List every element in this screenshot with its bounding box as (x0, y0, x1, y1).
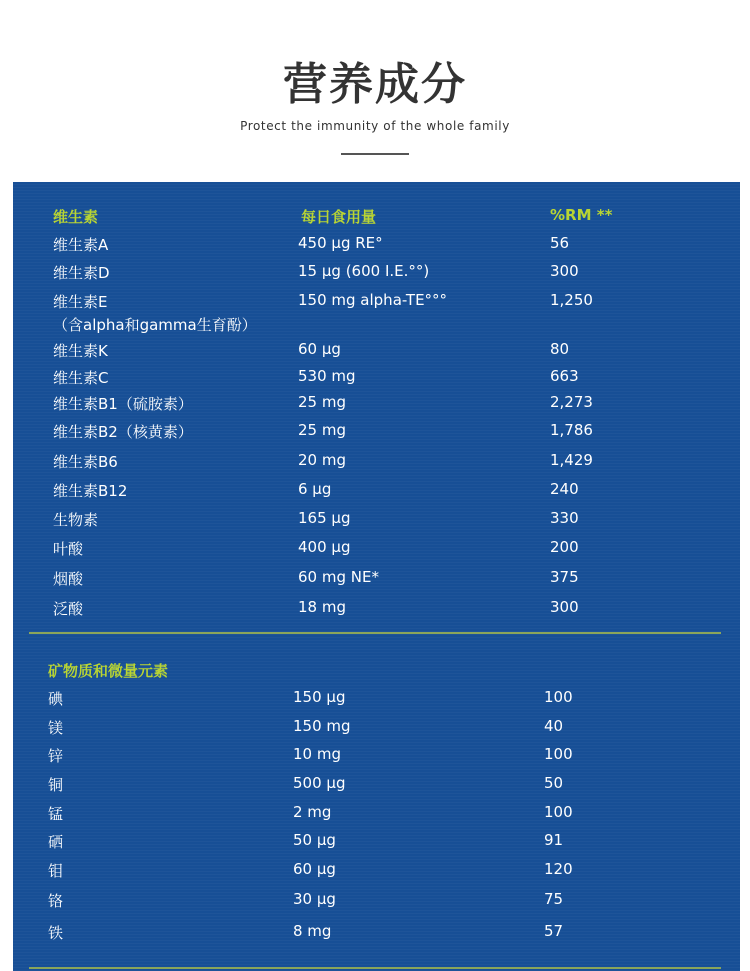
vitamin-row (13, 340, 740, 364)
mineral-row (13, 688, 740, 712)
title-divider (341, 153, 409, 155)
mineral-amount: 500 µg (293, 774, 346, 792)
vitamin-name: 烟酸 (53, 570, 84, 588)
vitamin-rm-percent: 300 (550, 262, 579, 280)
vitamin-rm-percent: 2,273 (550, 393, 593, 411)
vitamin-name: 维生素D (53, 264, 110, 282)
vitamin-row (13, 314, 740, 338)
vitamin-name: 维生素B1（硫胺素） (53, 395, 193, 413)
vitamin-name: 维生素B6 (53, 453, 118, 471)
vitamin-row (13, 367, 740, 391)
mineral-rm-percent: 120 (544, 860, 573, 878)
vitamin-rm-percent: 1,250 (550, 291, 593, 309)
page-subtitle: Protect the immunity of the whole family (240, 119, 510, 133)
vitamin-amount: 18 mg (298, 598, 346, 616)
mineral-name: 锌 (48, 747, 64, 765)
vitamin-name: 维生素C (53, 369, 109, 387)
mineral-rm-percent: 91 (544, 831, 564, 849)
vitamin-amount: 450 µg RE° (298, 234, 383, 252)
vitamin-row (13, 234, 740, 258)
vitamin-amount: 400 µg (298, 538, 351, 556)
mineral-row (13, 890, 740, 914)
mineral-row (13, 717, 740, 741)
vitamin-amount: 20 mg (298, 451, 346, 469)
vitamin-rm-percent: 375 (550, 568, 579, 586)
vitamin-name: 维生素E (53, 293, 108, 311)
vitamin-rm-percent: 330 (550, 509, 579, 527)
mineral-rm-percent: 40 (544, 717, 564, 735)
mineral-name: 硒 (48, 833, 64, 851)
vitamin-row (13, 393, 740, 417)
mineral-amount: 60 µg (293, 860, 336, 878)
vitamin-amount: 25 mg (298, 421, 346, 439)
mineral-row (13, 922, 740, 946)
vitamin-row (13, 538, 740, 562)
vitamin-row (13, 421, 740, 445)
mineral-row (13, 803, 740, 827)
mineral-name: 铜 (48, 776, 64, 794)
mineral-name: 镁 (48, 719, 64, 737)
mineral-name: 钼 (48, 862, 64, 880)
vitamin-row (13, 291, 740, 315)
bottom-separator (29, 967, 721, 969)
mineral-rm-percent: 50 (544, 774, 564, 792)
page-header (0, 0, 750, 182)
mineral-rm-percent: 100 (544, 745, 573, 763)
vitamin-row (13, 480, 740, 504)
mineral-amount: 30 µg (293, 890, 336, 908)
vitamin-row (13, 568, 740, 592)
vitamin-name: 维生素K (53, 342, 108, 360)
mineral-rm-percent: 57 (544, 922, 564, 940)
mineral-rm-percent: 100 (544, 803, 573, 821)
vitamin-name: 维生素B12 (53, 482, 128, 500)
mineral-row (13, 745, 740, 769)
minerals-header-row (13, 660, 740, 684)
vitamins-heading: 维生素 (53, 208, 99, 226)
mineral-amount: 150 µg (293, 688, 346, 706)
vitamin-rm-percent: 1,786 (550, 421, 593, 439)
vitamin-amount: 165 µg (298, 509, 351, 527)
mineral-name: 铁 (48, 924, 64, 942)
vitamin-amount: 25 mg (298, 393, 346, 411)
vitamin-amount: 60 mg NE* (298, 568, 379, 586)
vitamin-name: 维生素A (53, 236, 109, 254)
minerals-heading: 矿物质和微量元素 (48, 662, 169, 680)
vitamin-rm-percent: 200 (550, 538, 579, 556)
vitamin-amount: 15 µg (600 I.E.°°) (298, 262, 430, 280)
vitamins-header-row (13, 206, 740, 230)
mineral-row (13, 774, 740, 798)
vitamin-amount: 530 mg (298, 367, 356, 385)
mineral-amount: 10 mg (293, 745, 341, 763)
mineral-name: 铬 (48, 892, 64, 910)
nutrition-panel (13, 182, 740, 971)
vitamin-rm-percent: 663 (550, 367, 579, 385)
vitamin-row (13, 598, 740, 622)
mineral-name: 碘 (48, 690, 64, 708)
mineral-amount: 2 mg (293, 803, 332, 821)
mineral-amount: 150 mg (293, 717, 351, 735)
vitamin-amount: 150 mg alpha-TE°°° (298, 291, 448, 309)
page-title: 营养成分 (283, 59, 467, 110)
mineral-rm-percent: 100 (544, 688, 573, 706)
vitamin-rm-percent: 56 (550, 234, 570, 252)
vitamin-row (13, 509, 740, 533)
vitamin-name: （含alpha和gamma生育酚） (53, 316, 257, 334)
mineral-amount: 8 mg (293, 922, 332, 940)
vitamin-rm-percent: 300 (550, 598, 579, 616)
rm-heading: %RM ** (550, 206, 613, 224)
mineral-name: 锰 (48, 805, 64, 823)
mineral-row (13, 860, 740, 884)
vitamin-name: 生物素 (53, 511, 99, 529)
vitamin-name: 泛酸 (53, 600, 84, 618)
vitamin-name: 维生素B2（核黄素） (53, 423, 193, 441)
vitamin-name: 叶酸 (53, 540, 84, 558)
vitamin-amount: 6 µg (298, 480, 332, 498)
mineral-amount: 50 µg (293, 831, 336, 849)
vitamin-row (13, 262, 740, 286)
section-separator (29, 632, 721, 634)
mineral-row (13, 831, 740, 855)
vitamin-row (13, 451, 740, 475)
daily-amount-heading: 每日食用量 (301, 208, 377, 226)
vitamin-amount: 60 µg (298, 340, 341, 358)
vitamin-rm-percent: 80 (550, 340, 570, 358)
vitamin-rm-percent: 240 (550, 480, 579, 498)
vitamin-rm-percent: 1,429 (550, 451, 593, 469)
mineral-rm-percent: 75 (544, 890, 564, 908)
